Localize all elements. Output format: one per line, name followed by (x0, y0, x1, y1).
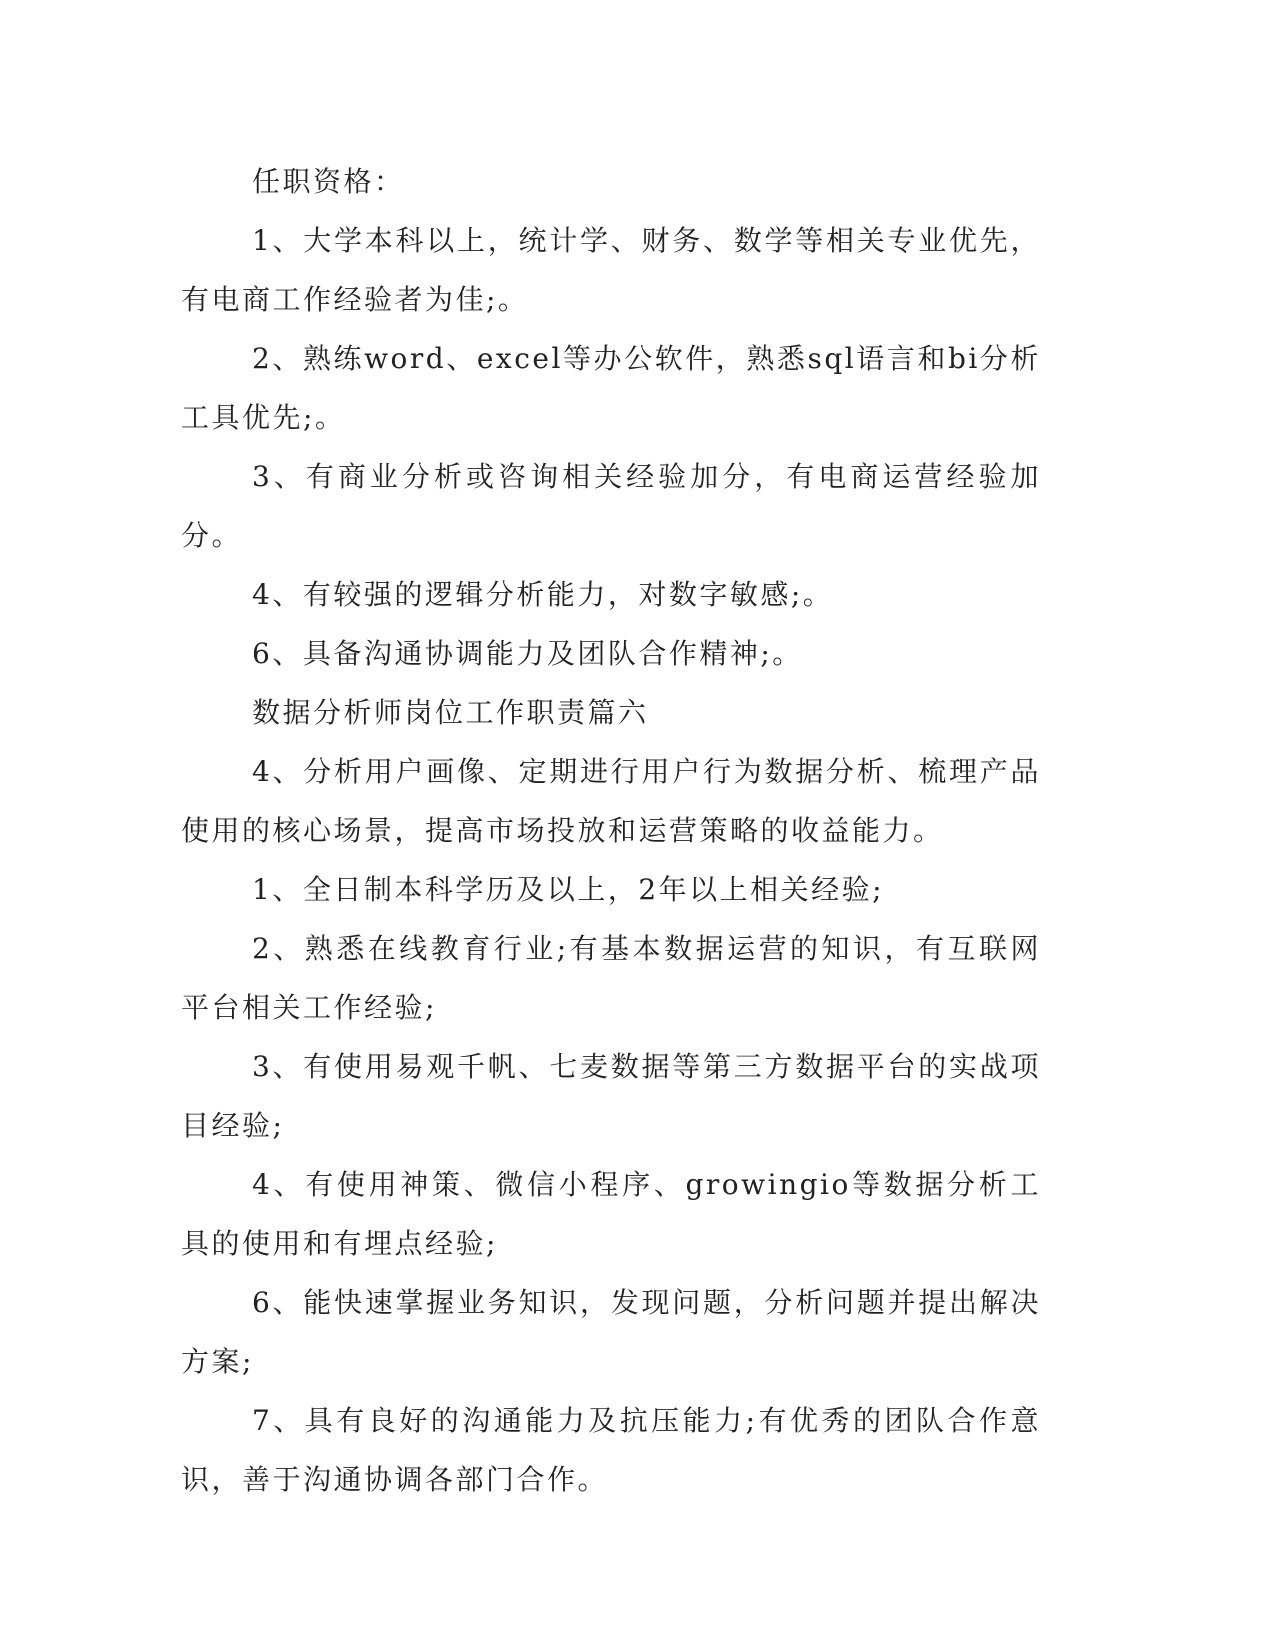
section-heading: 数据分析师岗位工作职责篇六 (252, 696, 649, 729)
paragraph-qualifications-heading: 任职资格： (252, 165, 405, 198)
paragraph-requirement-1: 1、大学本科以上，统计学、财务、数学等相关专业优先，有电商工作经验者为佳;。 (181, 224, 1041, 316)
paragraph-requirement-4: 4、有较强的逻辑分析能力，对数字敏感;。 (252, 578, 834, 611)
paragraph-item-3: 3、有使用易观千帆、七麦数据等第三方数据平台的实战项目经验; (181, 1050, 1041, 1142)
paragraph-item-2: 2、熟悉在线教育行业;有基本数据运营的知识，有互联网平台相关工作经验; (181, 932, 1041, 1024)
document-body (181, 152, 1041, 1509)
paragraph-requirement-6: 6、具备沟通协调能力及团队合作精神;。 (252, 637, 803, 670)
paragraph-requirement-2: 2、熟练word、excel等办公软件，熟悉sql语言和bi分析工具优先;。 (181, 342, 1041, 434)
paragraph-item-7: 7、具有良好的沟通能力及抗压能力;有优秀的团队合作意识，善于沟通协调各部门合作。 (181, 1404, 1041, 1496)
paragraph-item-6: 6、能快速掌握业务知识，发现问题，分析问题并提出解决方案; (181, 1286, 1041, 1378)
paragraph-item-1: 1、全日制本科学历及以上，2年以上相关经验; (252, 873, 885, 906)
paragraph-duty-4: 4、分析用户画像、定期进行用户行为数据分析、梳理产品使用的核心场景，提高市场投放和运营策略的收益能力。 (181, 755, 1041, 847)
paragraph-requirement-3: 3、有商业分析或咨询相关经验加分，有电商运营经验加分。 (181, 460, 1041, 552)
paragraph-item-4: 4、有使用神策、微信小程序、growingio等数据分析工具的使用和有埋点经验; (181, 1168, 1041, 1260)
